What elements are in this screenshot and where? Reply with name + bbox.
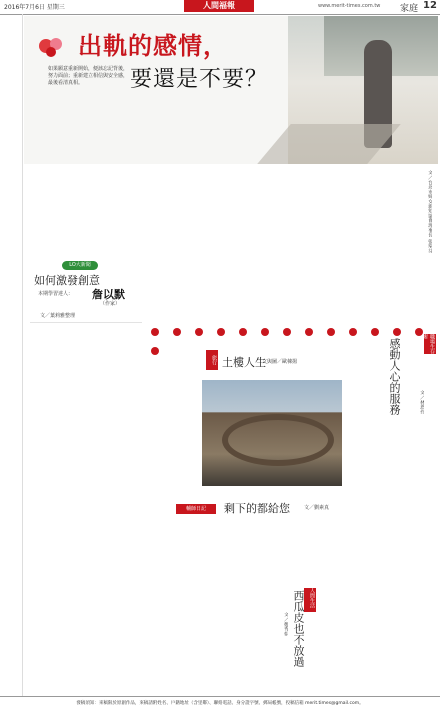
masthead — [0, 0, 440, 15]
feature-byline: 文／台北市婦女新知協會理事長 張瑞芬 — [427, 170, 432, 254]
feature-title-line2: 要還是不要？ — [130, 67, 269, 92]
shu-title: 剩下的都給您 — [224, 502, 290, 515]
gua-title: 西瓜皮也不放過 — [292, 590, 305, 667]
section-divider — [144, 322, 438, 332]
tulou-byline: 文與圖／歐棟揚 — [262, 359, 298, 365]
shu-tag: 輔師日記 — [176, 504, 216, 514]
tulou-tag: 旅行 — [206, 350, 218, 370]
ganren-title: 感動人心的服務 — [388, 338, 401, 415]
column-editor: 文／葉莉雅整理 — [40, 313, 76, 319]
ganren-byline: 文／林恩伶 — [419, 390, 424, 414]
column-by-sub: （作家） — [100, 301, 121, 307]
bottom-body — [24, 586, 274, 692]
left-margin — [0, 14, 23, 696]
shu-byline: 文／劉素真 — [304, 505, 330, 511]
gua-body — [320, 586, 436, 692]
ganren-body — [346, 340, 384, 590]
section-name: 家庭 — [400, 4, 419, 14]
column-body — [30, 322, 142, 573]
column-by-name: 詹以默 — [92, 288, 125, 301]
feature-lead: 如果願意重新開始，便該忘記背後，努力面前；重新建立相信與安全感，最後看清真相。 — [48, 66, 129, 86]
gua-tag: 人間生活 — [304, 588, 316, 612]
page-number: 12 — [423, 0, 437, 11]
issue-date: 2016年7月6日 星期三 — [4, 4, 65, 11]
tulou-title: 土樓人生 — [222, 356, 266, 369]
flower-icon — [36, 34, 66, 60]
paper-url: www.merit-times.com.tw — [318, 3, 381, 9]
feature-title-line1: 出軌的感情， — [78, 32, 228, 60]
submission-note: 發稿須知：來稿限於原創作品，來稿請附姓名、戶籍地址（含里鄰）、聯絡電話、身分證字號、郵局帳號，投稿信箱 merit.times@gmail.com。 — [0, 696, 440, 710]
section-badge: LO大新聞 — [62, 261, 98, 270]
paper-logo: 人間福報 — [184, 0, 254, 12]
column-by-label: 本期學習達人： — [38, 291, 74, 297]
ganren-tag: 職場生存術 — [422, 334, 435, 354]
feature-body — [160, 170, 432, 318]
column-title: 如何激發創意 — [34, 274, 100, 287]
shu-body — [150, 520, 340, 580]
tulou-ring — [222, 414, 334, 466]
gua-byline: 文／鄭秀娟 — [283, 612, 288, 636]
tulou-body — [150, 350, 198, 490]
